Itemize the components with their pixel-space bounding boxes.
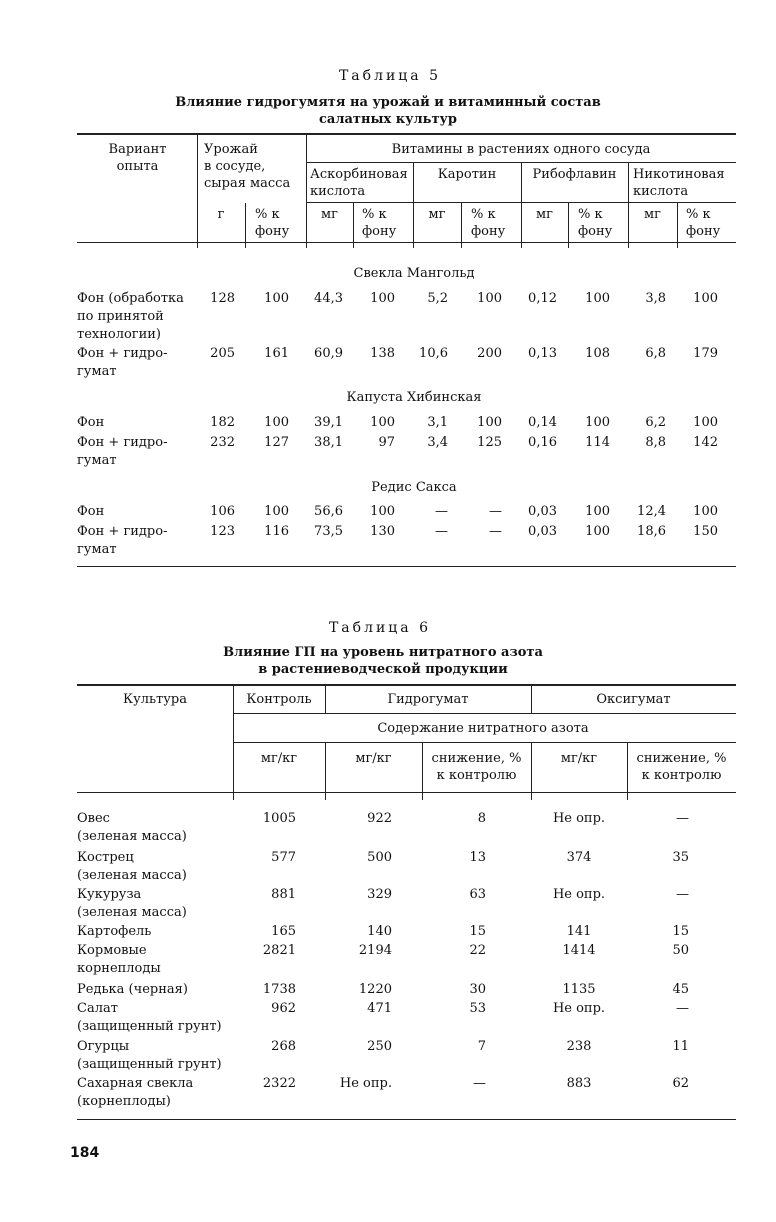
table6-cell: 471 bbox=[367, 1001, 392, 1016]
table6-cell: 374 bbox=[566, 850, 592, 865]
table6-row-label-line: (защищенный грунт) bbox=[77, 1019, 222, 1034]
unit-mg: мг bbox=[536, 207, 553, 222]
table6-cell: Не опр. bbox=[552, 811, 606, 826]
table6-cell: 1220 bbox=[358, 982, 392, 997]
table5-cell: — bbox=[435, 504, 448, 519]
table5-cell: 0,16 bbox=[528, 435, 557, 450]
table6-row-label-line: Редька (черная) bbox=[77, 982, 188, 997]
header-nitrate: Содержание нитратного азота bbox=[377, 721, 589, 736]
row-label: Фон + гидро- гумат bbox=[77, 524, 168, 557]
table5-cell: 44,3 bbox=[314, 291, 343, 306]
table5-cell: 114 bbox=[585, 435, 610, 450]
table5-cell: 73,5 bbox=[314, 524, 343, 539]
table5-cell: 142 bbox=[693, 435, 718, 450]
table5-cell: 60,9 bbox=[314, 346, 343, 361]
table6-cell: 2821 bbox=[262, 943, 296, 958]
unit-pct: % к фону bbox=[362, 207, 397, 239]
table6-cell: 577 bbox=[271, 850, 296, 865]
unit-mgkg: мг/кг bbox=[560, 751, 598, 766]
table6-cell: 500 bbox=[367, 850, 392, 865]
header-culture: Культура bbox=[123, 692, 187, 707]
table5-cell: 100 bbox=[370, 415, 395, 430]
table5-cell: 182 bbox=[210, 415, 235, 430]
table5-title-line1: Влияние гидрогумятя на урожай и витаминный состав bbox=[175, 95, 601, 110]
header-vitamins: Витамины в растениях одного сосуда bbox=[391, 142, 651, 157]
table6-row-label bbox=[77, 942, 161, 978]
table6-cell: 11 bbox=[672, 1039, 689, 1054]
table6-cell: — bbox=[676, 1001, 689, 1016]
header-carotene: Каротин bbox=[437, 167, 497, 182]
table5-cell: 125 bbox=[477, 435, 502, 450]
table6-cell: 62 bbox=[672, 1076, 689, 1091]
table5-cell: 100 bbox=[585, 291, 610, 306]
table5-cell: 100 bbox=[693, 504, 718, 519]
table5-cell: 3,4 bbox=[427, 435, 448, 450]
unit-g: г bbox=[217, 207, 225, 222]
table5-cell: 18,6 bbox=[637, 524, 666, 539]
unit-mgkg: мг/кг bbox=[260, 751, 298, 766]
header-yield: Урожай в сосуде, сырая масса bbox=[204, 142, 291, 191]
unit-pct: % к фону bbox=[471, 207, 506, 239]
unit-pct: % к фону bbox=[686, 207, 721, 239]
table6-cell: 7 bbox=[477, 1039, 486, 1054]
table6-cell: 2194 bbox=[358, 943, 392, 958]
header-reduction: снижение, % к контролю bbox=[636, 751, 727, 783]
table5-cell: 100 bbox=[370, 291, 395, 306]
table6-cell: 1135 bbox=[562, 982, 596, 997]
table5-cell: 128 bbox=[210, 291, 235, 306]
group-heading: Редис Сакса bbox=[371, 480, 457, 495]
header-reduction: снижение, % к контролю bbox=[431, 751, 522, 783]
header-variant: Вариант опыта bbox=[108, 142, 167, 174]
table5-cell: 108 bbox=[585, 346, 610, 361]
table6-row-label-line: (зеленая масса) bbox=[77, 868, 187, 883]
table5-cell: 100 bbox=[585, 504, 610, 519]
table6-cell: 268 bbox=[271, 1039, 296, 1054]
table5-cell: 100 bbox=[693, 415, 718, 430]
unit-mg: мг bbox=[644, 207, 661, 222]
table5-cell: 0,03 bbox=[528, 504, 557, 519]
table5-cell: 100 bbox=[585, 415, 610, 430]
table6-cell: 1414 bbox=[562, 943, 596, 958]
table6-row-label bbox=[77, 923, 151, 941]
table6-cell: Не опр. bbox=[339, 1076, 392, 1091]
row-label: Фон bbox=[77, 415, 105, 430]
table6-row-label-line: (зеленая масса) bbox=[77, 905, 187, 920]
table6-row-label-line: Кукуруза bbox=[77, 887, 142, 902]
header-oxygumat: Оксигумат bbox=[596, 692, 671, 707]
table5-cell: 6,2 bbox=[645, 415, 666, 430]
table5-cell: 39,1 bbox=[314, 415, 343, 430]
table6-cell: 922 bbox=[367, 811, 392, 826]
table6-row-label-line: Огурцы bbox=[77, 1039, 130, 1054]
table6-row-label bbox=[77, 981, 188, 999]
unit-mg: мг bbox=[321, 207, 338, 222]
table5-cell: 138 bbox=[370, 346, 395, 361]
table6-cell: 881 bbox=[271, 887, 296, 902]
table6-row-label-line: (защищенный грунт) bbox=[77, 1057, 222, 1072]
table5-title-line2: салатных культур bbox=[319, 112, 457, 127]
table5-cell: 5,2 bbox=[427, 291, 448, 306]
table6-row-label-line: корнеплоды bbox=[77, 961, 161, 976]
table5-cell: — bbox=[435, 524, 448, 539]
table5-cell: 6,8 bbox=[645, 346, 666, 361]
table5-cell: 200 bbox=[477, 346, 502, 361]
table6-cell: 2322 bbox=[262, 1076, 296, 1091]
table5-cell: 130 bbox=[370, 524, 395, 539]
table6-row-label bbox=[77, 1000, 222, 1036]
table6-cell: 13 bbox=[469, 850, 486, 865]
table6-caption: Таблица 6 bbox=[328, 620, 432, 636]
table6-cell: 35 bbox=[672, 850, 689, 865]
table6-cell: 140 bbox=[367, 924, 392, 939]
table5-cell: — bbox=[489, 504, 502, 519]
table6-cell: 1005 bbox=[262, 811, 296, 826]
table5-cell: 179 bbox=[693, 346, 718, 361]
table6-row-label-line: Кострец bbox=[77, 850, 134, 865]
table6-row-label-line: Салат bbox=[77, 1001, 118, 1016]
table6-cell: 53 bbox=[469, 1001, 486, 1016]
group-heading: Капуста Хибинская bbox=[346, 390, 482, 405]
table6-cell: 15 bbox=[672, 924, 689, 939]
table5-caption: Таблица 5 bbox=[338, 68, 442, 84]
table6-cell: 962 bbox=[271, 1001, 296, 1016]
table5-cell: 0,12 bbox=[528, 291, 557, 306]
table6-row-label bbox=[77, 849, 187, 885]
table5-cell: 3,8 bbox=[645, 291, 666, 306]
table5-cell: 0,03 bbox=[528, 524, 557, 539]
table6-cell: 1738 bbox=[262, 982, 296, 997]
table5-cell: 123 bbox=[210, 524, 235, 539]
table6-cell: 15 bbox=[469, 924, 486, 939]
table6-row-label bbox=[77, 810, 187, 846]
table5-cell: 116 bbox=[264, 524, 289, 539]
table5-cell: 232 bbox=[210, 435, 235, 450]
table5-cell: 161 bbox=[264, 346, 289, 361]
table6-cell: — bbox=[676, 811, 689, 826]
table5-cell: 10,6 bbox=[419, 346, 448, 361]
table6-row-label-line: Картофель bbox=[77, 924, 152, 939]
table5-cell: — bbox=[489, 524, 502, 539]
table6-cell: Не опр. bbox=[552, 1001, 606, 1016]
table5-cell: 100 bbox=[477, 291, 502, 306]
table5-cell: 56,6 bbox=[314, 504, 343, 519]
table6-row-label bbox=[77, 1075, 193, 1111]
table5-cell: 100 bbox=[477, 415, 502, 430]
group-heading: Свекла Мангольд bbox=[353, 266, 475, 281]
table6-cell: 250 bbox=[367, 1039, 392, 1054]
table6-cell: 30 bbox=[469, 982, 486, 997]
table6-cell: Не опр. bbox=[552, 887, 606, 902]
unit-mg: мг bbox=[428, 207, 446, 222]
table5-cell: 100 bbox=[585, 524, 610, 539]
table5-cell: 97 bbox=[378, 435, 395, 450]
table5-cell: 205 bbox=[210, 346, 235, 361]
row-label: Фон + гидро- гумат bbox=[77, 346, 168, 379]
table6-title-line2: в растениеводческой продукции bbox=[258, 662, 508, 677]
table6-row-label-line: (корнеплоды) bbox=[77, 1094, 171, 1109]
header-nicotinic: Никотиновая кислота bbox=[633, 167, 725, 199]
header-riboflavin: Рибофлавин bbox=[532, 167, 617, 182]
table5-cell: 38,1 bbox=[314, 435, 343, 450]
table5-cell: 100 bbox=[264, 504, 289, 519]
unit-pct: % к фону bbox=[578, 207, 613, 239]
table6-row-label-line: (зеленая масса) bbox=[77, 829, 187, 844]
row-label: Фон + гидро- гумат bbox=[77, 435, 168, 468]
table5-cell: 150 bbox=[693, 524, 718, 539]
table5-cell: 100 bbox=[264, 291, 289, 306]
table6-cell: 165 bbox=[271, 924, 296, 939]
table6-row-label-line: Сахарная свекла bbox=[77, 1076, 194, 1091]
table6-cell: — bbox=[473, 1076, 486, 1091]
table6-row-label-line: Кормовые bbox=[77, 943, 147, 958]
table5-cell: 100 bbox=[693, 291, 718, 306]
table6-cell: 141 bbox=[566, 924, 592, 939]
table6-cell: 883 bbox=[566, 1076, 592, 1091]
table6-row-label bbox=[77, 886, 187, 922]
table5-cell: 127 bbox=[264, 435, 289, 450]
table5-cell: 0,13 bbox=[528, 346, 557, 361]
table6-cell: — bbox=[676, 887, 689, 902]
header-control: Контроль bbox=[246, 692, 312, 707]
row-label: Фон bbox=[77, 504, 105, 519]
table5-cell: 100 bbox=[264, 415, 289, 430]
unit-mgkg: мг/кг bbox=[355, 751, 392, 766]
page-number: 184 bbox=[70, 1145, 100, 1161]
table5-cell: 8,8 bbox=[645, 435, 666, 450]
row-label: Фон (обработка по принятой технологии) bbox=[77, 291, 184, 342]
table6-title-line1: Влияние ГП на уровень нитратного азота bbox=[223, 645, 543, 660]
header-ascorbic: Аскорбиновая кислота bbox=[310, 167, 408, 199]
table6-row-label bbox=[77, 1038, 222, 1074]
table6-cell: 50 bbox=[672, 943, 689, 958]
table6-cell: 22 bbox=[469, 943, 486, 958]
table6-cell: 8 bbox=[477, 811, 486, 826]
table5-cell: 3,1 bbox=[427, 415, 448, 430]
table6-cell: 45 bbox=[672, 982, 689, 997]
table5-cell: 106 bbox=[210, 504, 235, 519]
table5-cell: 100 bbox=[370, 504, 395, 519]
table6-cell: 63 bbox=[469, 887, 486, 902]
table6-row-label-line: Овес bbox=[77, 811, 110, 826]
header-hydrogumat: Гидрогумат bbox=[387, 692, 469, 707]
table6-cell: 329 bbox=[367, 887, 392, 902]
unit-pct: % к фону bbox=[255, 207, 290, 239]
table6-cell: 238 bbox=[566, 1039, 592, 1054]
table5-cell: 0,14 bbox=[528, 415, 557, 430]
table5-cell: 12,4 bbox=[637, 504, 666, 519]
